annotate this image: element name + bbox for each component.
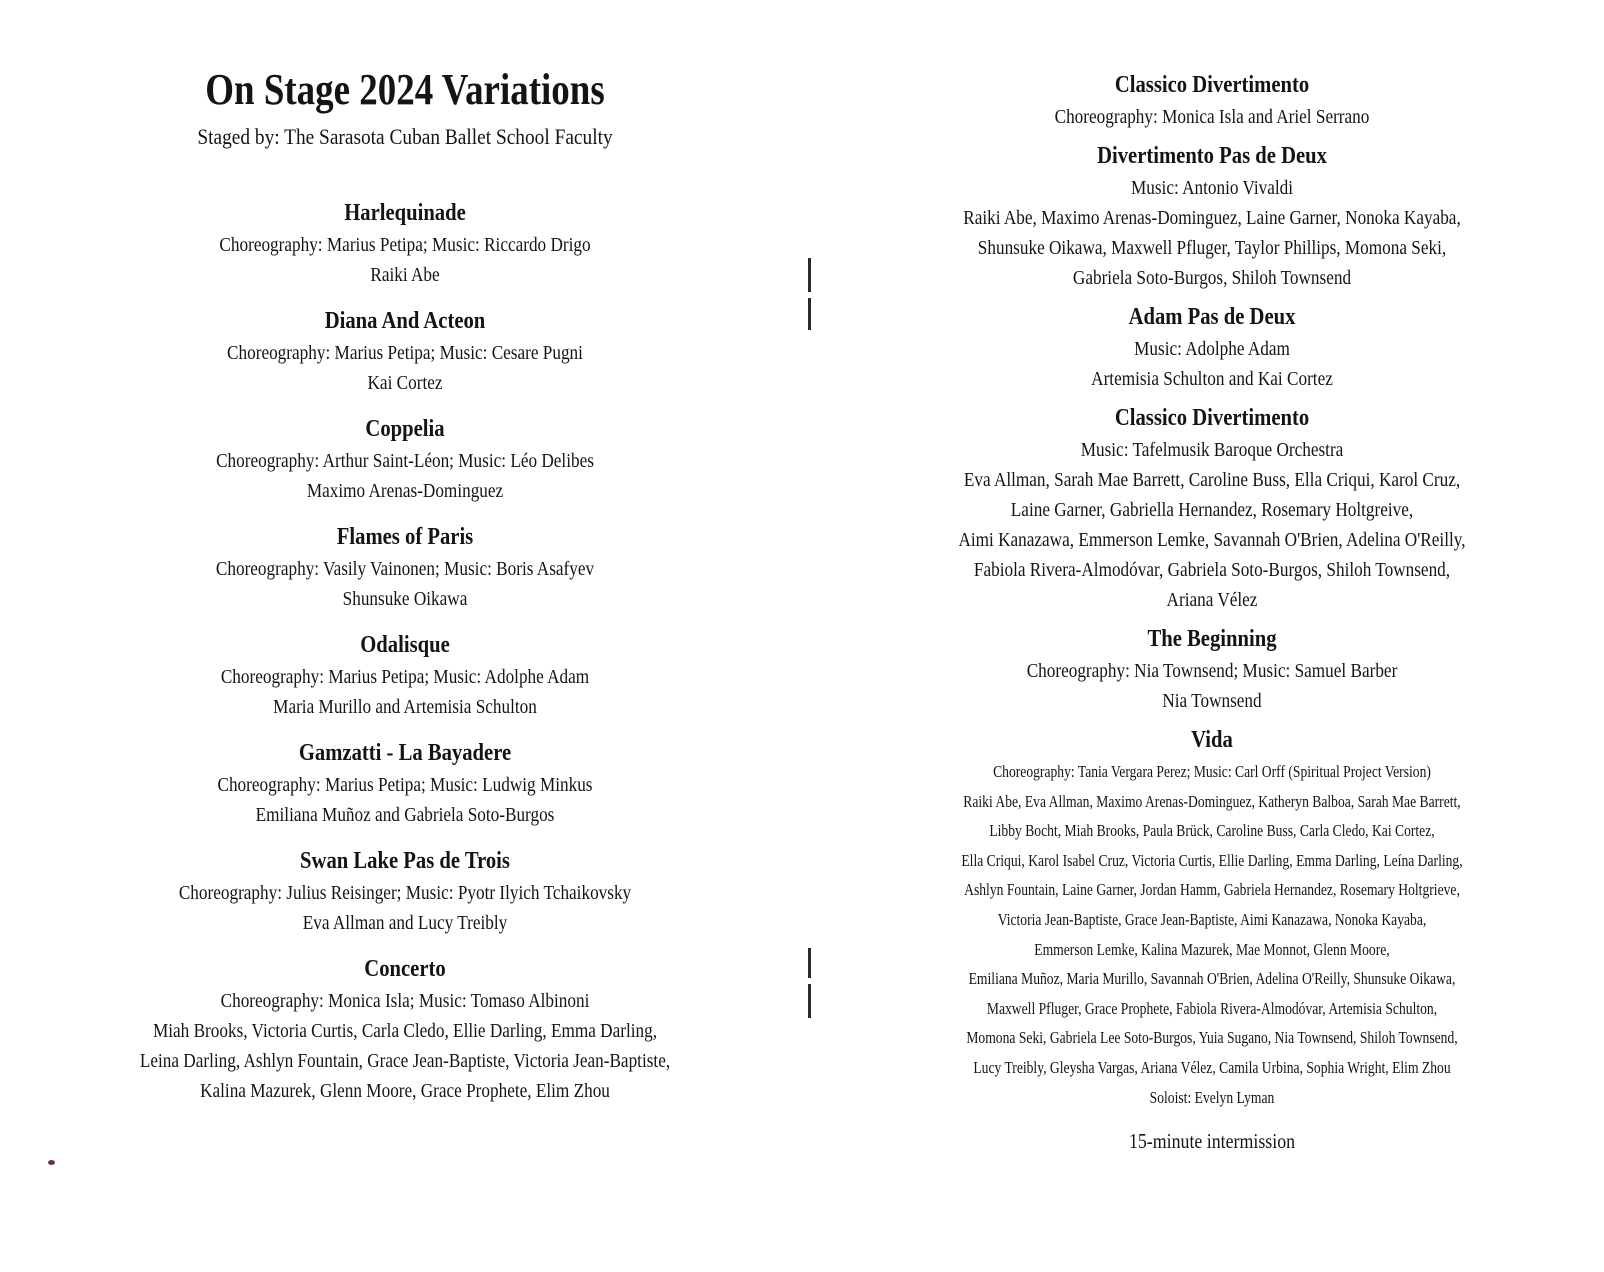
piece-credit-line: Nia Townsend xyxy=(1162,690,1262,712)
piece-credit-line: Maxwell Pfluger, Grace Prophete, Fabiola Rivera-Almodóvar, Artemisia Schulton, xyxy=(986,998,1438,1018)
piece-credit-line: Choreography: Arthur Saint-Léon; Music: Léo Delibes xyxy=(216,450,594,472)
fold-mark-bottom xyxy=(808,948,811,978)
piece-entry xyxy=(0,196,810,290)
piece-entry xyxy=(820,300,1604,394)
piece-credit-line: Emiliana Muñoz and Gabriela Soto-Burgos xyxy=(255,804,555,826)
piece-credit-line: Eva Allman, Sarah Mae Barrett, Caroline Buss, Ella Criqui, Karol Cruz, xyxy=(963,469,1461,491)
piece-credit-line: Choreography: Marius Petipa; Music: Adolphe Adam xyxy=(220,666,590,688)
piece-title: Coppelia xyxy=(365,416,445,442)
piece-credit-line: Soloist: Evelyn Lyman xyxy=(1149,1087,1275,1107)
piece-credit-line: Kalina Mazurek, Glenn Moore, Grace Prophete, Elim Zhou xyxy=(200,1080,610,1102)
piece-credit-line: Leina Darling, Ashlyn Fountain, Grace Jean-Baptiste, Victoria Jean-Baptiste, xyxy=(139,1050,671,1072)
piece-title: Concerto xyxy=(364,956,446,982)
piece-credit-line: Victoria Jean-Baptiste, Grace Jean-Baptiste, Aimi Kanazawa, Nonoka Kayaba, xyxy=(997,909,1427,929)
piece-title: Swan Lake Pas de Trois xyxy=(300,848,510,874)
piece-entry xyxy=(0,736,810,830)
right-page xyxy=(820,0,1604,1272)
piece-credit-line: Shunsuke Oikawa, Maxwell Pfluger, Taylor Phillips, Momona Seki, xyxy=(977,237,1447,259)
piece-title: Divertimento Pas de Deux xyxy=(1097,143,1327,169)
piece-credit-line: Libby Bocht, Miah Brooks, Paula Brück, Caroline Buss, Carla Cledo, Kai Cortez, xyxy=(989,821,1435,841)
right-column xyxy=(820,68,1604,1156)
piece-title: Gamzatti - La Bayadere xyxy=(298,740,512,766)
piece-credit-line: Ariana Vélez xyxy=(1166,589,1258,611)
piece-credit-line: Fabiola Rivera-Almodóvar, Gabriela Soto-Burgos, Shiloh Townsend, xyxy=(973,559,1451,581)
piece-credit-line: Choreography: Marius Petipa; Music: Ludwig Minkus xyxy=(217,774,593,796)
piece-credit-line: Ella Criqui, Karol Isabel Cruz, Victoria Curtis, Ellie Darling, Emma Darling, Leína Darling, xyxy=(961,850,1463,870)
right-piece-list xyxy=(820,68,1604,716)
program-subtitle: Staged by: The Sarasota Cuban Ballet School Faculty xyxy=(197,124,613,149)
piece-entry xyxy=(0,412,810,506)
piece-credit-line: Choreography: Nia Townsend; Music: Samuel Barber xyxy=(1026,660,1398,682)
piece-credit-line: Choreography: Vasily Vainonen; Music: Boris Asafyev xyxy=(215,558,595,580)
piece-credit-line: Choreography: Monica Isla and Ariel Serrano xyxy=(1054,106,1370,128)
piece-credit-line: Maximo Arenas-Dominguez xyxy=(306,480,504,502)
piece-credit-line: Lucy Treibly, Gleysha Vargas, Ariana Vélez, Camila Urbina, Sophia Wright, Elim Zhou xyxy=(973,1057,1451,1077)
ink-speck xyxy=(48,1160,55,1165)
piece-entry xyxy=(0,628,810,722)
piece-credit-line: Laine Garner, Gabriella Hernandez, Rosemary Holtgreive, xyxy=(1010,499,1414,521)
piece-credit-line: Eva Allman and Lucy Treibly xyxy=(302,912,508,934)
piece-title: Diana And Acteon xyxy=(324,308,486,334)
piece-credit-line: Choreography: Marius Petipa; Music: Cesare Pugni xyxy=(227,342,583,364)
piece-credit-line: Raiki Abe, Maximo Arenas-Dominguez, Laine Garner, Nonoka Kayaba, xyxy=(963,207,1461,229)
program-title: On Stage 2024 Variations xyxy=(205,65,605,114)
left-column xyxy=(0,62,810,1106)
piece-entry xyxy=(0,304,810,398)
piece-entry xyxy=(0,520,810,614)
piece-credit-line: Choreography: Marius Petipa; Music: Riccardo Drigo xyxy=(219,234,591,256)
piece-entry xyxy=(820,622,1604,716)
piece-vida xyxy=(820,723,1604,1112)
piece-entry xyxy=(820,401,1604,615)
piece-credit-line: Emmerson Lemke, Kalina Mazurek, Mae Monnot, Glenn Moore, xyxy=(1034,939,1390,959)
fold-mark-top xyxy=(808,258,811,292)
piece-credit-line: Music: Adolphe Adam xyxy=(1134,338,1290,360)
piece-entry xyxy=(0,952,810,1106)
intermission-note: 15-minute intermission xyxy=(1128,1129,1296,1154)
piece-credit-line: Emiliana Muñoz, Maria Murillo, Savannah O'Brien, Adelina O'Reilly, Shunsuke Oikawa, xyxy=(968,969,1456,989)
piece-credit-line: Momona Seki, Gabriela Lee Soto-Burgos, Yuia Sugano, Nia Townsend, Shiloh Townsend, xyxy=(966,1028,1458,1048)
piece-credit-line: Maria Murillo and Artemisia Schulton xyxy=(273,696,537,718)
piece-credit-line: Ashlyn Fountain, Laine Garner, Jordan Hamm, Gabriela Hernandez, Rosemary Holtgrieve, xyxy=(964,880,1460,900)
piece-credit-line: Music: Antonio Vivaldi xyxy=(1130,177,1294,199)
piece-credit-line: Aimi Kanazawa, Emmerson Lemke, Savannah O'Brien, Adelina O'Reilly, xyxy=(958,529,1466,551)
piece-credit-line: Kai Cortez xyxy=(367,372,443,394)
piece-title: Classico Divertimento xyxy=(1114,405,1310,431)
piece-credits xyxy=(820,757,1604,1112)
piece-credit-line: Artemisia Schulton and Kai Cortez xyxy=(1091,368,1333,390)
piece-title: Adam Pas de Deux xyxy=(1128,304,1296,330)
piece-credit-line: Shunsuke Oikawa xyxy=(342,588,468,610)
piece-title: Odalisque xyxy=(360,632,450,658)
piece-credit-line: Miah Brooks, Victoria Curtis, Carla Cledo, Ellie Darling, Emma Darling, xyxy=(152,1020,658,1042)
piece-title: Flames of Paris xyxy=(336,524,474,550)
piece-credit-line: Choreography: Tania Vergara Perez; Music: Carl Orff (Spiritual Project Version) xyxy=(993,762,1431,781)
piece-entry xyxy=(820,139,1604,293)
piece-credit-line: Gabriela Soto-Burgos, Shiloh Townsend xyxy=(1072,267,1352,289)
piece-title: Vida xyxy=(1191,727,1233,753)
fold-mark-top-2 xyxy=(808,298,811,330)
piece-title: Harlequinade xyxy=(344,200,466,226)
left-piece-list xyxy=(0,196,810,1106)
piece-credit-line: Raiki Abe xyxy=(370,264,440,286)
piece-credit-line: Choreography: Julius Reisinger; Music: Pyotr Ilyich Tchaikovsky xyxy=(178,882,632,904)
fold-mark-bottom-2 xyxy=(808,984,811,1018)
piece-credit-line: Raiki Abe, Eva Allman, Maximo Arenas-Dominguez, Katheryn Balboa, Sarah Mae Barrett, xyxy=(963,791,1461,811)
piece-entry xyxy=(820,68,1604,132)
piece-credit-line: Choreography: Monica Isla; Music: Tomaso Albinoni xyxy=(220,990,590,1012)
piece-title: The Beginning xyxy=(1147,626,1277,652)
piece-credit-line: Music: Tafelmusik Baroque Orchestra xyxy=(1080,439,1344,461)
piece-entry xyxy=(0,844,810,938)
piece-title: Classico Divertimento xyxy=(1114,72,1310,98)
